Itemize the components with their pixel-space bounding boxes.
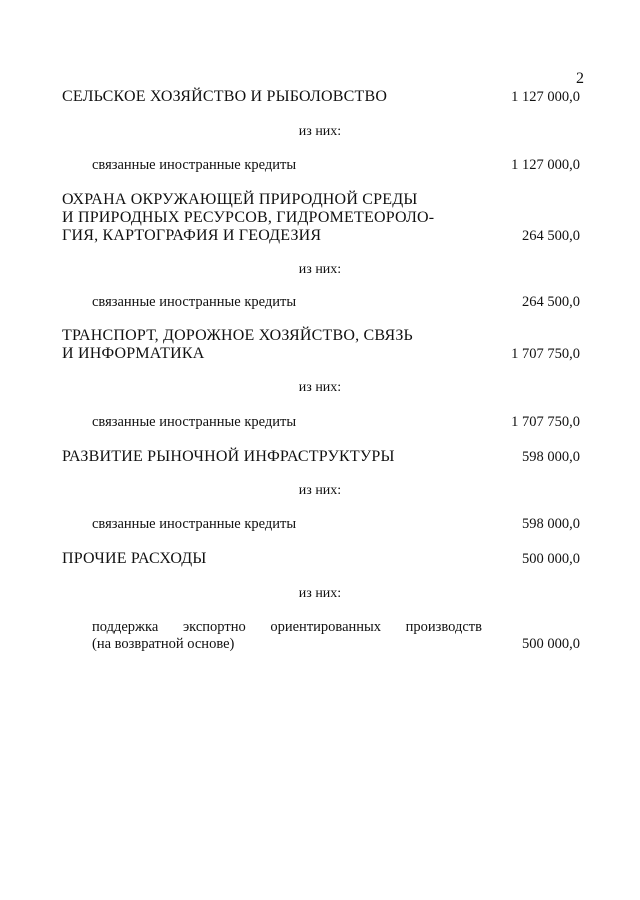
item-label: связанные иностранные кредиты bbox=[92, 294, 297, 310]
section-heading-row bbox=[62, 88, 580, 106]
item-row bbox=[92, 516, 580, 533]
item-amount: 500 000,0 bbox=[522, 636, 580, 652]
section-heading-row bbox=[62, 191, 580, 245]
item-row bbox=[92, 294, 580, 311]
item-label: связанные иностранные кредиты bbox=[92, 157, 297, 173]
section-heading-row bbox=[62, 448, 580, 466]
item-amount: 598 000,0 bbox=[522, 516, 580, 532]
section-title: ПРОЧИЕ РАСХОДЫ bbox=[62, 550, 207, 567]
section-amount: 264 500,0 bbox=[522, 228, 580, 244]
section-title: ТРАНСПОРТ, ДОРОЖНОЕ ХОЗЯЙСТВО, СВЯЗЬ И ИНФОРМАТИКА bbox=[62, 327, 413, 362]
section-title: ОХРАНА ОКРУЖАЮЩЕЙ ПРИРОДНОЙ СРЕДЫ И ПРИРОДНЫХ РЕСУРСОВ, ГИДРОМЕТЕОРОЛО- ГИЯ, КАРТОГРАФИЯ И ГЕОДЕЗИЯ bbox=[62, 191, 435, 244]
page-number: 2 bbox=[576, 70, 584, 87]
item-label-line: поддержка экспортно ориентированных производств bbox=[92, 619, 482, 635]
section-heading-row bbox=[62, 327, 580, 363]
item-row bbox=[92, 619, 580, 653]
subheading: из них: bbox=[298, 483, 342, 498]
section-title: РАЗВИТИЕ РЫНОЧНОЙ ИНФРАСТРУКТУРЫ bbox=[62, 448, 395, 465]
subheading: из них: bbox=[298, 380, 342, 395]
item-label: связанные иностранные кредиты bbox=[92, 516, 297, 532]
subheading: из них: bbox=[298, 262, 342, 277]
item-row bbox=[92, 157, 580, 174]
item-label: связанные иностранные кредиты bbox=[92, 414, 297, 430]
section-title: СЕЛЬСКОЕ ХОЗЯЙСТВО И РЫБОЛОВСТВО bbox=[62, 88, 388, 105]
item-label-line: (на возвратной основе) bbox=[92, 636, 235, 652]
item-label bbox=[92, 619, 482, 653]
item-amount: 1 127 000,0 bbox=[511, 157, 580, 173]
subheading: из них: bbox=[298, 586, 342, 601]
section-amount: 1 707 750,0 bbox=[511, 346, 580, 362]
item-row bbox=[92, 414, 580, 431]
section-amount: 1 127 000,0 bbox=[511, 89, 580, 105]
item-amount: 1 707 750,0 bbox=[511, 414, 580, 430]
section-amount: 500 000,0 bbox=[522, 551, 580, 567]
subheading: из них: bbox=[298, 124, 342, 139]
section-heading-row bbox=[62, 550, 580, 568]
section-amount: 598 000,0 bbox=[522, 449, 580, 465]
item-amount: 264 500,0 bbox=[522, 294, 580, 310]
